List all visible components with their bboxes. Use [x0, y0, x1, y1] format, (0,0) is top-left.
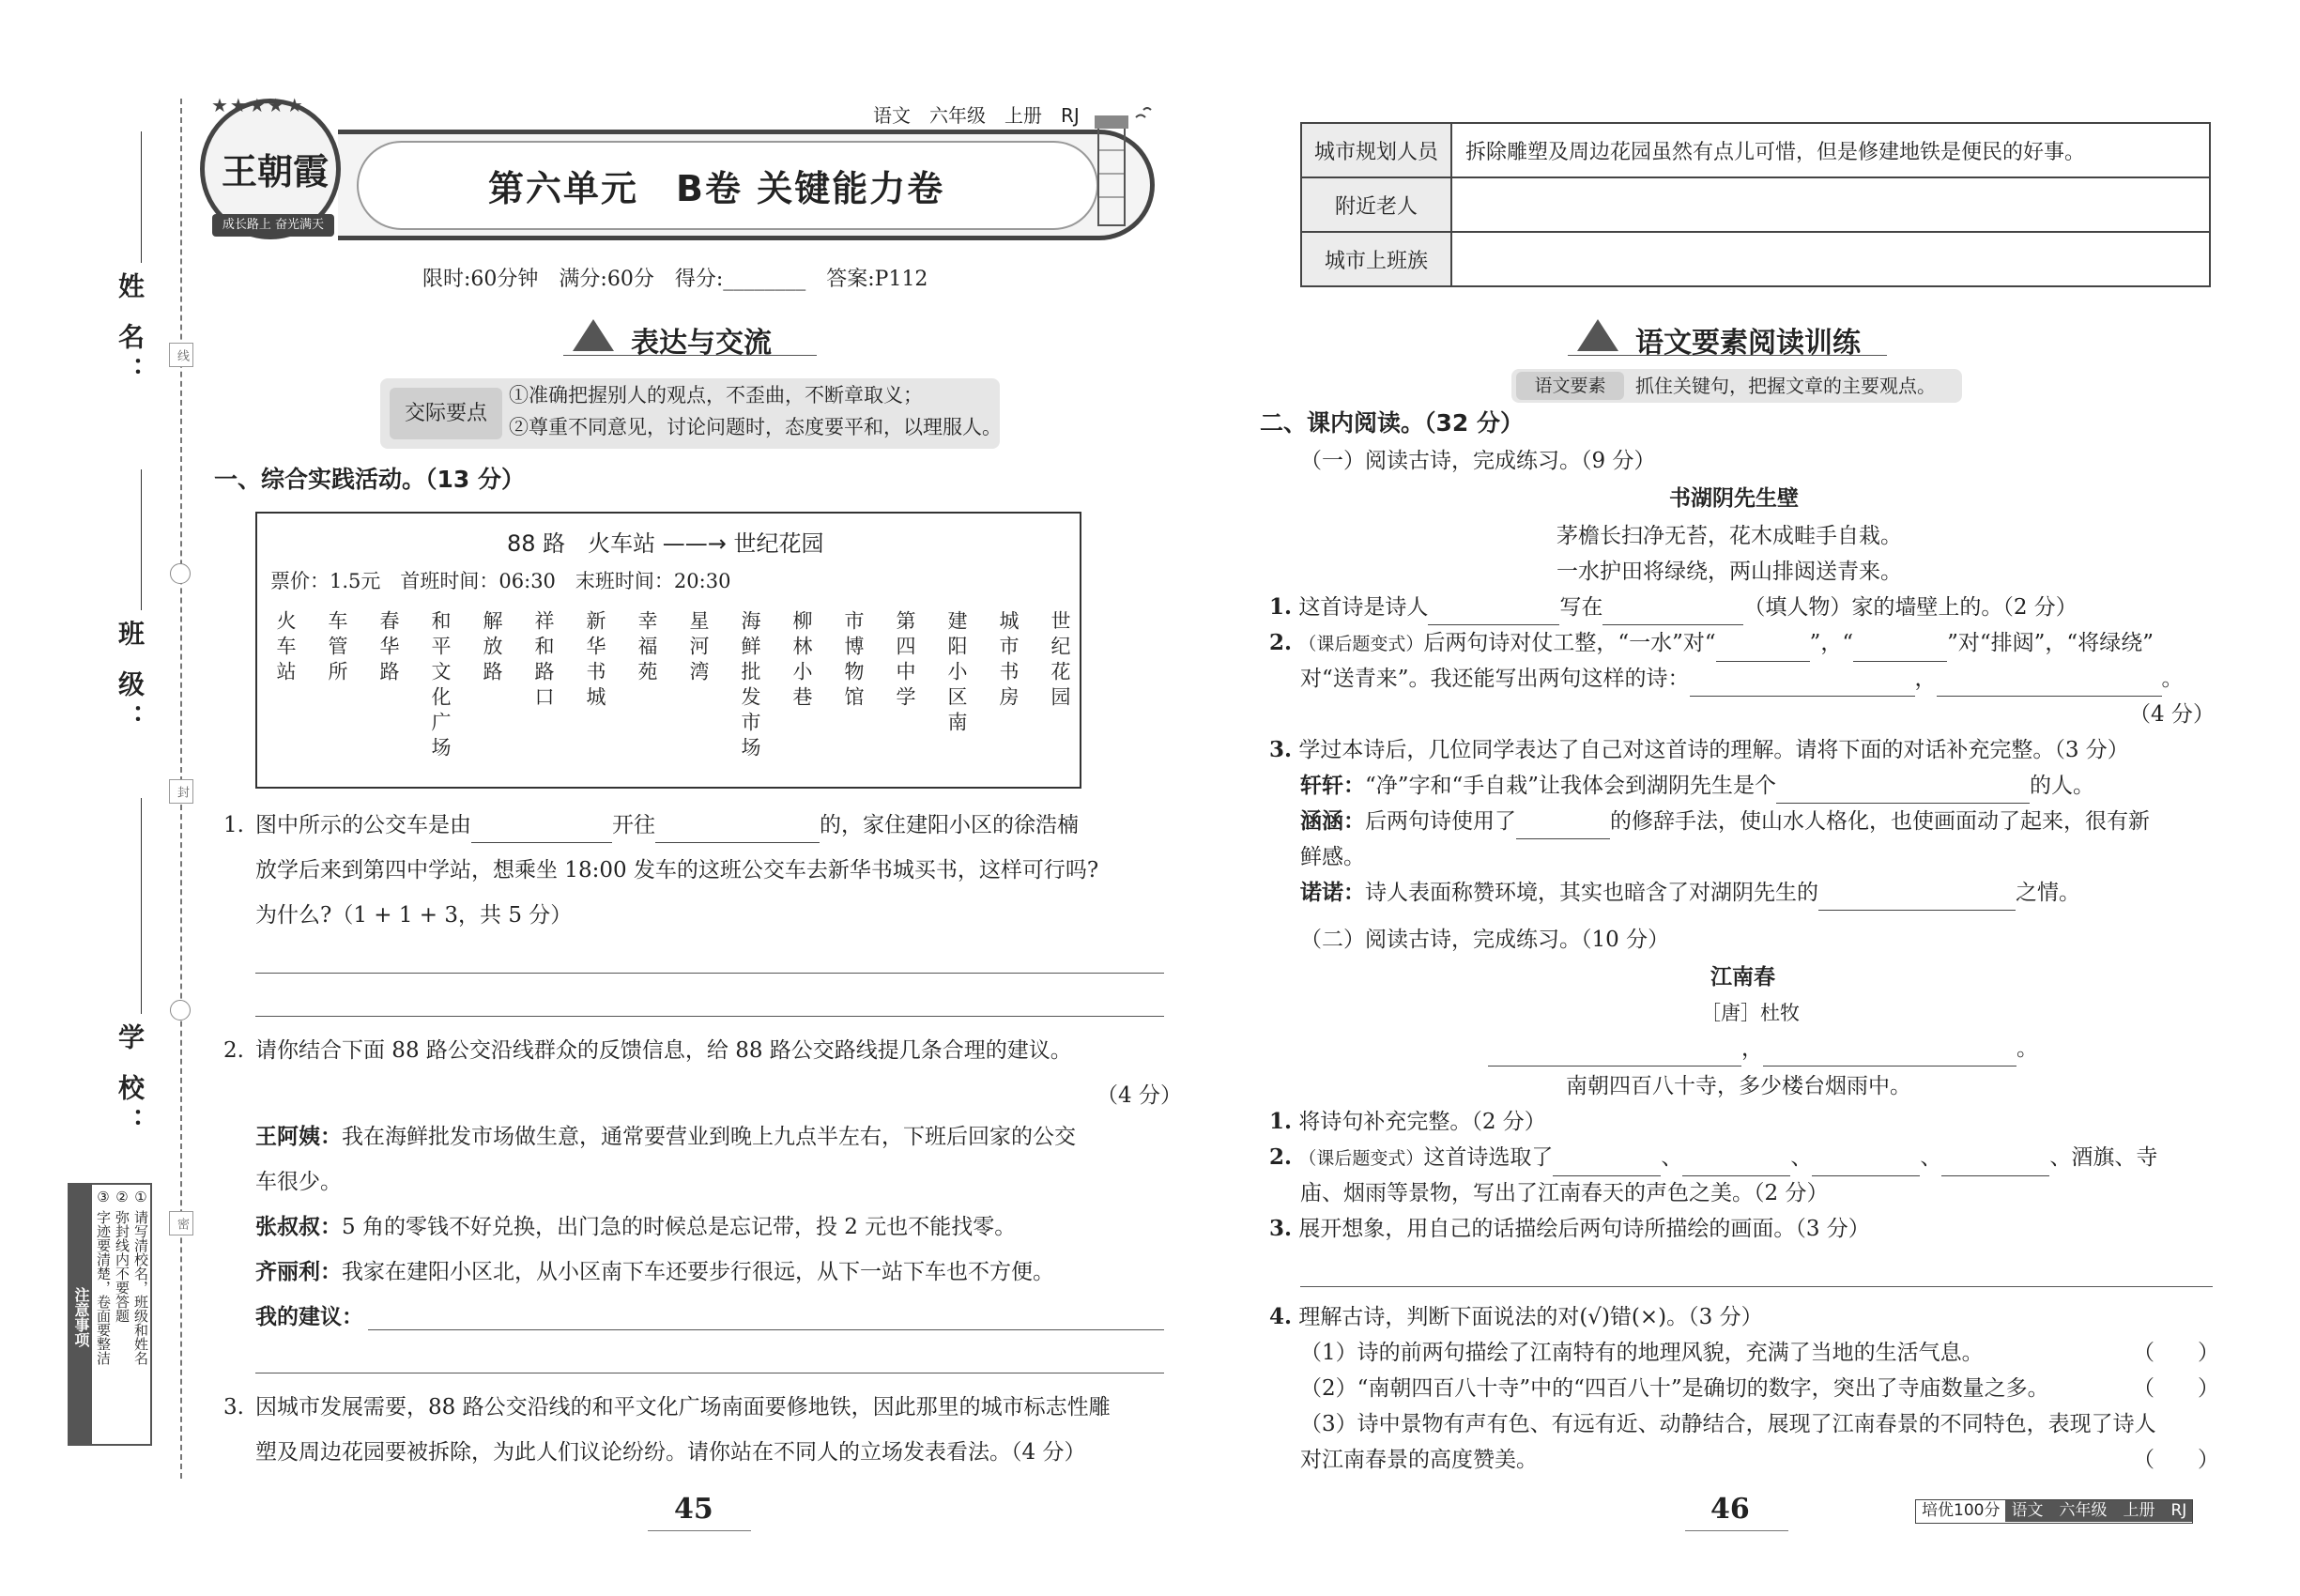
p1q1-blank[interactable]: [1428, 601, 1559, 625]
feedback-row: [255, 1209, 1016, 1245]
dialog-blank[interactable]: [1516, 815, 1610, 839]
dialog-text: 之情。: [2016, 881, 2080, 905]
feedback-speaker: 齐丽利：: [255, 1260, 342, 1284]
dialog-row: [1300, 875, 2080, 911]
p2q2-line2: 庙、烟雨等景物，写出了江南春天的声色之美。（2 分）: [1300, 1181, 1829, 1205]
dialog-text: “净”字和“手自栽”让我体会到湖阴先生是个: [1365, 774, 1777, 798]
variant-tag: （课后题变式）: [1298, 634, 1424, 654]
footer-tag: [1915, 1499, 2193, 1524]
binding-hole-icon: [170, 1000, 191, 1021]
footer-brand: 培优100分: [1922, 1501, 2001, 1520]
p2q2-blank[interactable]: [1812, 1152, 1920, 1176]
part1-title: 一、综合实践活动。（13 分）: [214, 466, 525, 493]
q1-line: 为什么?（1 + 1 + 3，共 5 分）: [255, 903, 573, 928]
notice-title: 注意事项: [69, 1185, 92, 1444]
notice-box: [68, 1183, 152, 1446]
q1-text: 开往: [612, 813, 655, 837]
route-stop: 春华路: [377, 610, 400, 686]
p2q2-text: 、: [1920, 1145, 1942, 1170]
poem1-line: 一水护田将绿绕，两山排闼送青来。: [1556, 560, 1902, 584]
feedback-row: [255, 1164, 342, 1200]
name-label: 姓 名：: [115, 272, 146, 391]
feedback-text: 我家在建阳小区北，从小区南下车还要步行很远，从下一站下车也不方便。: [342, 1260, 1054, 1284]
question-number: 3.: [1269, 1216, 1293, 1241]
tip-label: 交际要点: [390, 388, 502, 439]
class-label: 班 级：: [115, 620, 146, 738]
table-opinion-input[interactable]: [1451, 177, 2210, 232]
question-number: 1.: [1269, 594, 1293, 620]
dialog-text: 的修辞手法，使山水人格化，也使画面动了起来，很有新: [1610, 809, 2150, 834]
page-number-right: 46: [1710, 1493, 1750, 1526]
p2q2: [1269, 1140, 2157, 1176]
p2q1-text: 将诗句补充完整。（2 分）: [1298, 1110, 1546, 1134]
dialog-speaker: 轩轩：: [1300, 774, 1365, 798]
tip-line: ②尊重不同意见，讨论问题时，态度要平和，以理服人。: [509, 416, 1002, 438]
p1q2-line2: [1300, 661, 2184, 697]
judge-paren[interactable]: （ ）: [2133, 1376, 2219, 1401]
q3-line: 因城市发展需要，88 路公交沿线的和平文化广场南面要修地铁，因此那里的城市标志性雕: [255, 1395, 1111, 1420]
route-stop: 和平文化广场: [429, 610, 452, 762]
tip-line: ①准确把握别人的观点，不歪曲，不断章取义；: [509, 384, 923, 407]
p1q1-blank[interactable]: [1602, 601, 1743, 625]
notice-items: [94, 1189, 150, 1365]
feedback-row: [255, 1119, 1076, 1155]
school-label: 学 校：: [115, 1023, 146, 1142]
p2q2-text: 、酒旗、寺: [2049, 1145, 2158, 1170]
p2q2-blank[interactable]: [1682, 1152, 1790, 1176]
star-icons: ★★★★★: [211, 94, 305, 116]
route-stop: 柳林小巷: [790, 610, 813, 712]
p1q2-text: 对“送青来”。我还能写出两句这样的诗：: [1300, 667, 1690, 691]
sub1-title: （一）阅读古诗，完成练习。（9 分）: [1300, 449, 1656, 473]
poem2-blank[interactable]: [1763, 1042, 2016, 1067]
p2q4-text: 理解古诗，判断下面说法的对(√)错(×)。（3 分）: [1298, 1305, 1763, 1329]
question-number: 1.: [1269, 1109, 1293, 1134]
dialog-row: [1300, 768, 2094, 804]
route-stop: 车管所: [326, 610, 348, 686]
sub2-title: （二）阅读古诗，完成练习。（10 分）: [1300, 928, 1670, 952]
q1-line: 放学后来到第四中学站，想乘坐 18:00 发车的这班公交车去新华书城买书，这样可行吗?: [255, 858, 1099, 882]
route-stop: 幸福苑: [636, 610, 658, 686]
p1q1: [1269, 590, 2078, 625]
cut-mark: 线: [169, 343, 193, 367]
q1-line: [255, 807, 1079, 843]
question-number: 2.: [1269, 630, 1293, 655]
suggestion-answer-line[interactable]: [368, 1329, 1164, 1330]
p1q2: [1269, 625, 2154, 662]
notice-item: ② 弥封线内不要答题: [114, 1189, 130, 1323]
sail-icon: [573, 319, 614, 351]
p1q2-blank[interactable]: [1690, 672, 1915, 697]
q3-number: 3.: [223, 1395, 244, 1420]
feedback-text: 5 角的零钱不好兑换，出门急的时候总是忘记带，投 2 元也不能找零。: [342, 1215, 1017, 1239]
judge-item: （3）诗中景物有声有色、有远有近、动静结合，展现了江南春景的不同特色，表现了诗人: [1300, 1412, 2156, 1436]
route-stop: 星河湾: [687, 610, 710, 686]
feedback-text: 我在海鲜批发市场做生意，通常要营业到晚上九点半左右，下班后回家的公交: [342, 1125, 1076, 1149]
judge-item: （1）诗的前两句描绘了江南特有的地理风貌，充满了当地的生活气息。: [1300, 1341, 1984, 1365]
q1-number: 1.: [223, 813, 244, 837]
judge-item: （2）“南朝四百八十寺”中的“四百八十”是确切的数字，突出了寺庙数量之多。: [1300, 1376, 2049, 1401]
p2q2-text: 、: [1661, 1145, 1683, 1170]
route-stop: 新华书城: [584, 610, 606, 712]
p2q2-text: 这首诗选取了: [1423, 1145, 1554, 1170]
q2-text: 请你结合下面 88 路公交沿线群众的反馈信息，给 88 路公交路线提几条合理的建议。: [255, 1038, 1072, 1063]
element-text: 抓住关键句，把握文章的主要观点。: [1635, 375, 1936, 397]
route-stop: 解放路: [481, 610, 503, 686]
dialog-text: 的人。: [2030, 774, 2095, 798]
p1q2-text: ”，“: [1809, 631, 1854, 655]
page-number-underline: [1685, 1530, 1788, 1531]
sail-icon: [1577, 319, 1618, 351]
route-stop: 城市书房: [997, 610, 1020, 712]
p1q3-text: 学过本诗后，几位同学表达了自己对这首诗的理解。请将下面的对话补充完整。（3 分）: [1298, 738, 2129, 762]
p1q1-text: （填人物）家的墙壁上的。（2 分）: [1743, 595, 2078, 620]
section-underline: [563, 355, 817, 356]
dialog-row: [1300, 839, 1365, 875]
p1q2-blank[interactable]: [1853, 637, 1947, 662]
opinion-table: [1300, 122, 2211, 287]
dialog-speaker: 涵涵：: [1300, 809, 1365, 834]
poem2-title: 江南春: [1710, 965, 1775, 990]
p2q3-text: 展开想象，用自己的话描绘后两句诗所描绘的画面。（3 分）: [1298, 1217, 1870, 1241]
p1q2-text: ，: [1914, 667, 1937, 691]
poem2-blank-line: [1488, 1031, 2038, 1067]
dialog-speaker: 诺诺：: [1300, 881, 1365, 905]
p2q4: [1269, 1299, 1763, 1335]
school-field[interactable]: [141, 798, 142, 1014]
page-number-left: 45: [674, 1493, 713, 1526]
q3-line: 塑及周边花园要被拆除，为此人们议论纷纷。请你站在不同人的立场发表看法。（4 分）: [255, 1440, 1086, 1465]
subject-info: 语文 六年级 上册 RJ: [873, 104, 1080, 127]
q1-answer-line[interactable]: [255, 973, 1164, 974]
route-info: 票价：1.5元 首班时间：06:30 末班时间：20:30: [270, 570, 731, 592]
poem2-author: ［唐］杜牧: [1701, 1002, 1800, 1024]
q1-text: 的，家住建阳小区的徐浩楠: [820, 813, 1079, 837]
p2q3-answer-line[interactable]: [1300, 1286, 2213, 1287]
cut-mark: 密: [169, 1211, 193, 1235]
dialog-text: 鲜感。: [1300, 845, 1365, 869]
p1q2-text: ”对“排闼”，“将绿绕”: [1947, 631, 2154, 655]
table-row: [1301, 123, 2210, 177]
cut-mark: 封: [169, 779, 193, 804]
poem2-sep: ，: [1741, 1036, 1763, 1061]
p1q2-score: （4 分）: [2129, 702, 2215, 727]
table-role: 城市规划人员: [1301, 123, 1451, 177]
section-title-expression: 表达与交流: [631, 327, 772, 360]
question-number: 4.: [1269, 1304, 1293, 1329]
p1q2-text: 。: [2161, 667, 2184, 691]
judge-item: 对江南春景的高度赞美。: [1300, 1448, 1538, 1472]
q1-blank[interactable]: [471, 819, 612, 843]
feedback-row: [255, 1254, 1054, 1290]
p1q1-text: 这首诗是诗人: [1298, 595, 1429, 620]
element-label: 语文要素: [1516, 372, 1624, 400]
notice-item: ③ 字迹要清楚，卷面要整洁: [95, 1189, 112, 1365]
table-opinion: 拆除雕塑及周边花园虽然有点儿可惜，但是修建地铁是便民的好事。: [1451, 123, 2210, 177]
q1-blank[interactable]: [655, 819, 820, 843]
notice-item: ① 请写清校名，班级和姓名: [132, 1189, 149, 1365]
part2-title: 二、课内阅读。（32 分）: [1260, 409, 1524, 437]
page-number-underline: [648, 1530, 751, 1531]
poem2-sep: 。: [2016, 1036, 2038, 1061]
poem1-line: 茅檐长扫净无苔，花木成畦手自栽。: [1556, 524, 1902, 548]
brand-name: 王朝霞: [222, 150, 330, 192]
class-field[interactable]: [141, 469, 142, 610]
p2q1: [1269, 1104, 1546, 1140]
lighthouse-icon: [1070, 99, 1155, 230]
feedback-text: 车很少。: [255, 1170, 342, 1194]
route-stop: 火车站: [274, 610, 297, 686]
route-stop: 市博物馆: [842, 610, 865, 712]
brand-ribbon: 成长路上 奋光满天: [212, 214, 334, 237]
page-title: 第六单元 B卷 关键能力卷: [488, 168, 945, 209]
binding-hole-icon: [170, 563, 191, 584]
p1q2-blank[interactable]: [1716, 637, 1810, 662]
p2q2-blank[interactable]: [1553, 1152, 1661, 1176]
route-title: 88 路 火车站 ——→ 世纪花园: [507, 530, 824, 557]
brand-badge: [200, 99, 341, 239]
poem1-title: 书湖阴先生壁: [1669, 486, 1799, 511]
exam-meta: 限时:60分钟 满分:60分 得分:________ 答案:P112: [422, 268, 928, 291]
table-opinion-input[interactable]: [1451, 232, 2210, 286]
q1-answer-line[interactable]: [255, 1016, 1164, 1017]
table-row: [1301, 232, 2210, 286]
dialog-text: 诗人表面称赞环境，其实也暗含了对湖阴先生的: [1365, 881, 1818, 905]
dialog-blank[interactable]: [1818, 886, 2016, 911]
q2-score: （4 分）: [1096, 1083, 1182, 1108]
dialog-text: 后两句诗使用了: [1365, 809, 1516, 834]
p2q2-blank[interactable]: [1941, 1152, 2049, 1176]
q1-text: 图中所示的公交车是由: [255, 813, 471, 837]
dialog-blank[interactable]: [1776, 779, 2030, 804]
poem2-blank[interactable]: [1488, 1042, 1741, 1067]
p1q2-blank[interactable]: [1937, 672, 2162, 697]
my-suggestion-label: 我的建议：: [255, 1305, 363, 1329]
route-stop: 建阳小区南: [945, 610, 968, 737]
p1q1-text: 写在: [1559, 595, 1603, 620]
route-stop: 祥和路口: [532, 610, 555, 712]
p1q3: [1269, 732, 2129, 768]
feedback-speaker: 王阿姨：: [255, 1125, 342, 1149]
name-field[interactable]: [141, 131, 142, 263]
judge-paren[interactable]: （ ）: [2133, 1341, 2219, 1365]
p2q2-text: 、: [1790, 1145, 1813, 1170]
dialog-row: [1300, 804, 2150, 839]
table-role: 城市上班族: [1301, 232, 1451, 286]
question-number: 2.: [1269, 1144, 1293, 1170]
table-role: 附近老人: [1301, 177, 1451, 232]
feedback-speaker: 张叔叔：: [255, 1215, 342, 1239]
q2-number: 2.: [223, 1038, 244, 1063]
route-stop: 海鲜批发市场: [739, 610, 761, 762]
route-stop: 世纪花园: [1049, 610, 1071, 712]
section-underline: [1568, 355, 1887, 356]
p2q3: [1269, 1211, 1870, 1247]
p1q2-text: 后两句诗对仗工整，“一水”对“: [1423, 631, 1716, 655]
judge-paren[interactable]: （ ）: [2133, 1448, 2219, 1472]
section-title-reading: 语文要素阅读训练: [1635, 327, 1861, 360]
table-row: [1301, 177, 2210, 232]
poem2-line: 南朝四百八十寺，多少楼台烟雨中。: [1566, 1074, 1911, 1098]
variant-tag: （课后题变式）: [1298, 1148, 1424, 1169]
question-number: 3.: [1269, 737, 1293, 762]
footer-subject: 语文 六年级 上册 RJ: [2005, 1500, 2192, 1522]
route-stop: 第四中学: [894, 610, 916, 712]
